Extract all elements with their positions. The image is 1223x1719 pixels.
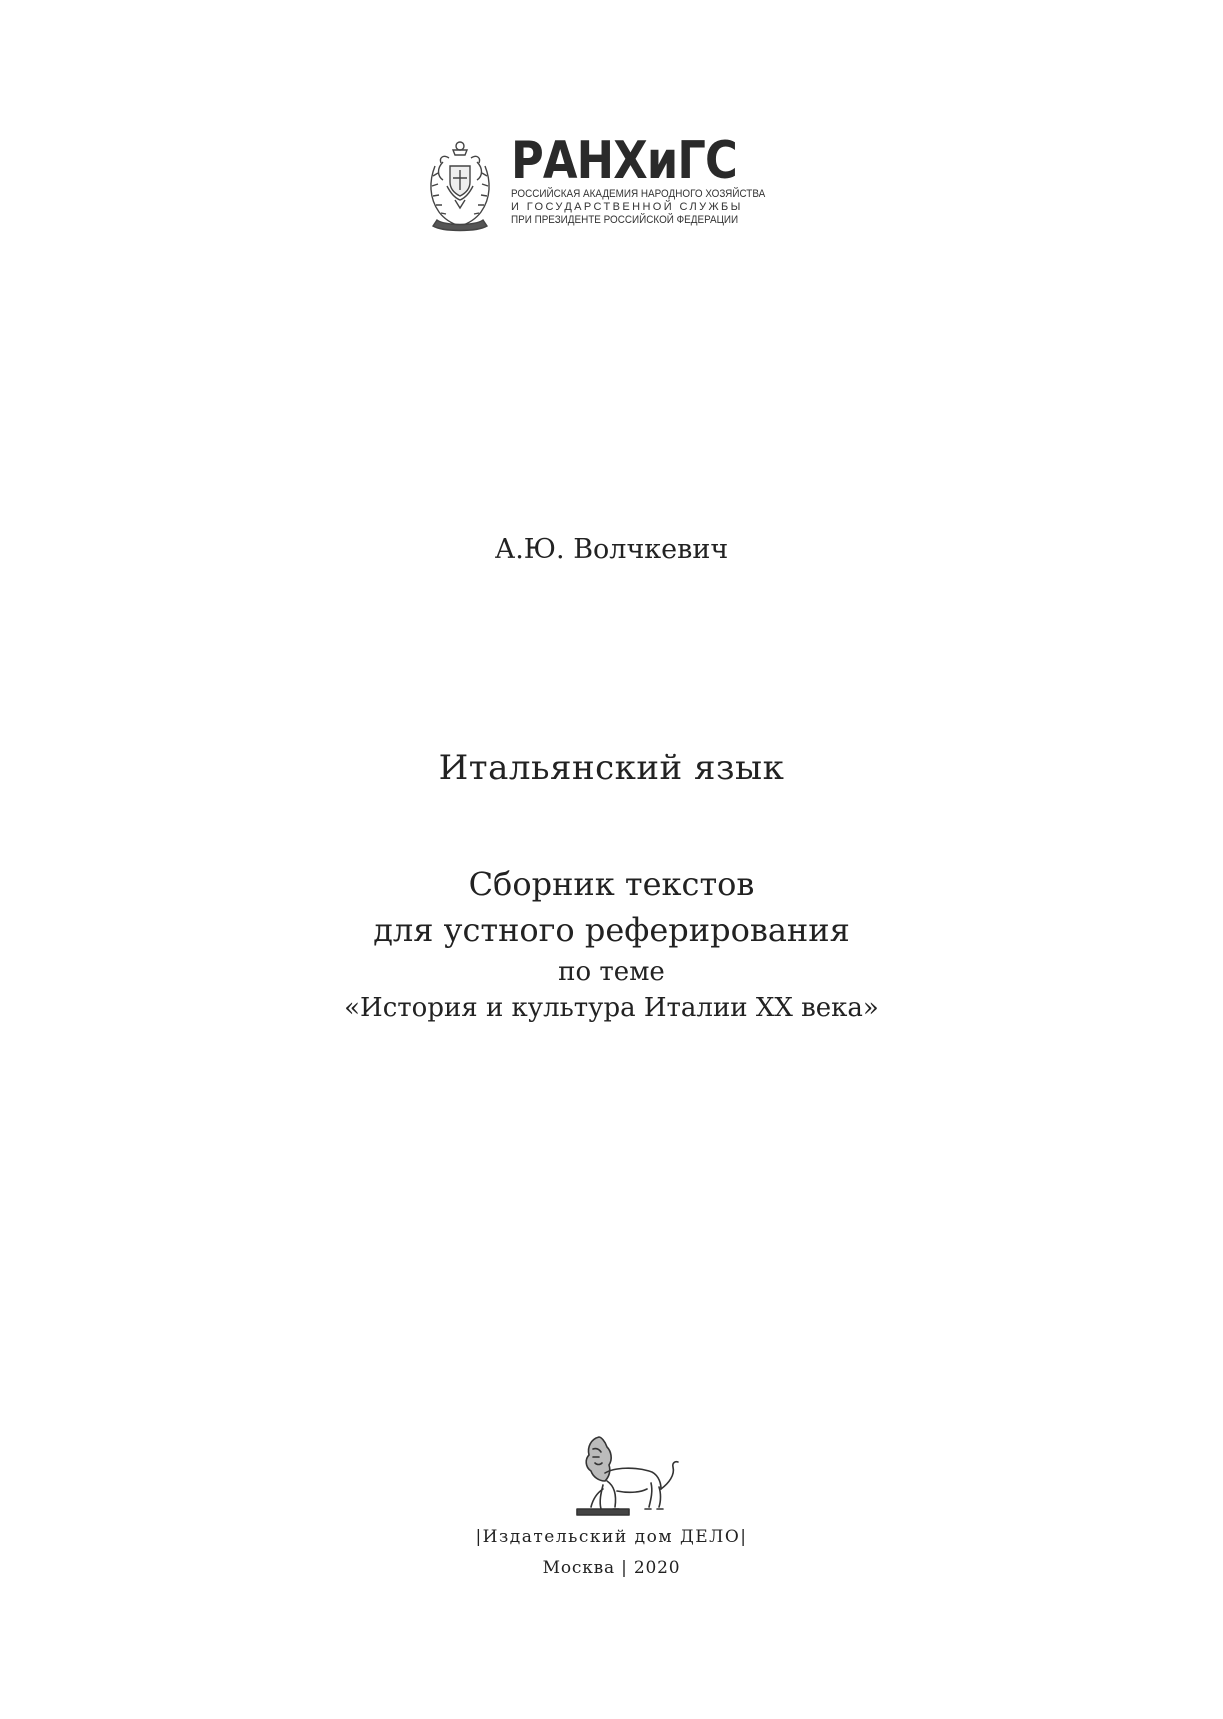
subtitle-line-3: по теме (558, 957, 665, 987)
logo-abbreviation: РАНХиГС (511, 131, 737, 191)
lion-icon (573, 1433, 685, 1519)
subtitle-line-4: «История и культура Италии XX века» (344, 993, 879, 1023)
logo-line-3: ПРИ ПРЕЗИДЕНТЕ РОССИЙСКОЙ ФЕДЕРАЦИИ (511, 214, 739, 226)
subtitle-line-2: для устного реферирования (373, 911, 850, 949)
publication-city-year: Москва | 2020 (542, 1558, 681, 1578)
emblem-icon (425, 136, 495, 234)
logo-line-1: РОССИЙСКАЯ АКАДЕМИЯ НАРОДНОГО ХОЗЯЙСТВА (511, 188, 766, 200)
ranepa-logo (425, 131, 766, 238)
logo-text (511, 131, 766, 227)
subtitle-line-1: Сборник текстов (468, 865, 755, 903)
publisher-name: |Издательский дом ДЕЛО| (475, 1527, 748, 1547)
book-title: Итальянский язык (438, 748, 785, 788)
logo-line-2: И ГОСУДАРСТВЕННОЙ СЛУЖБЫ (511, 201, 743, 213)
author-name: А.Ю. Волчкевич (494, 534, 729, 565)
